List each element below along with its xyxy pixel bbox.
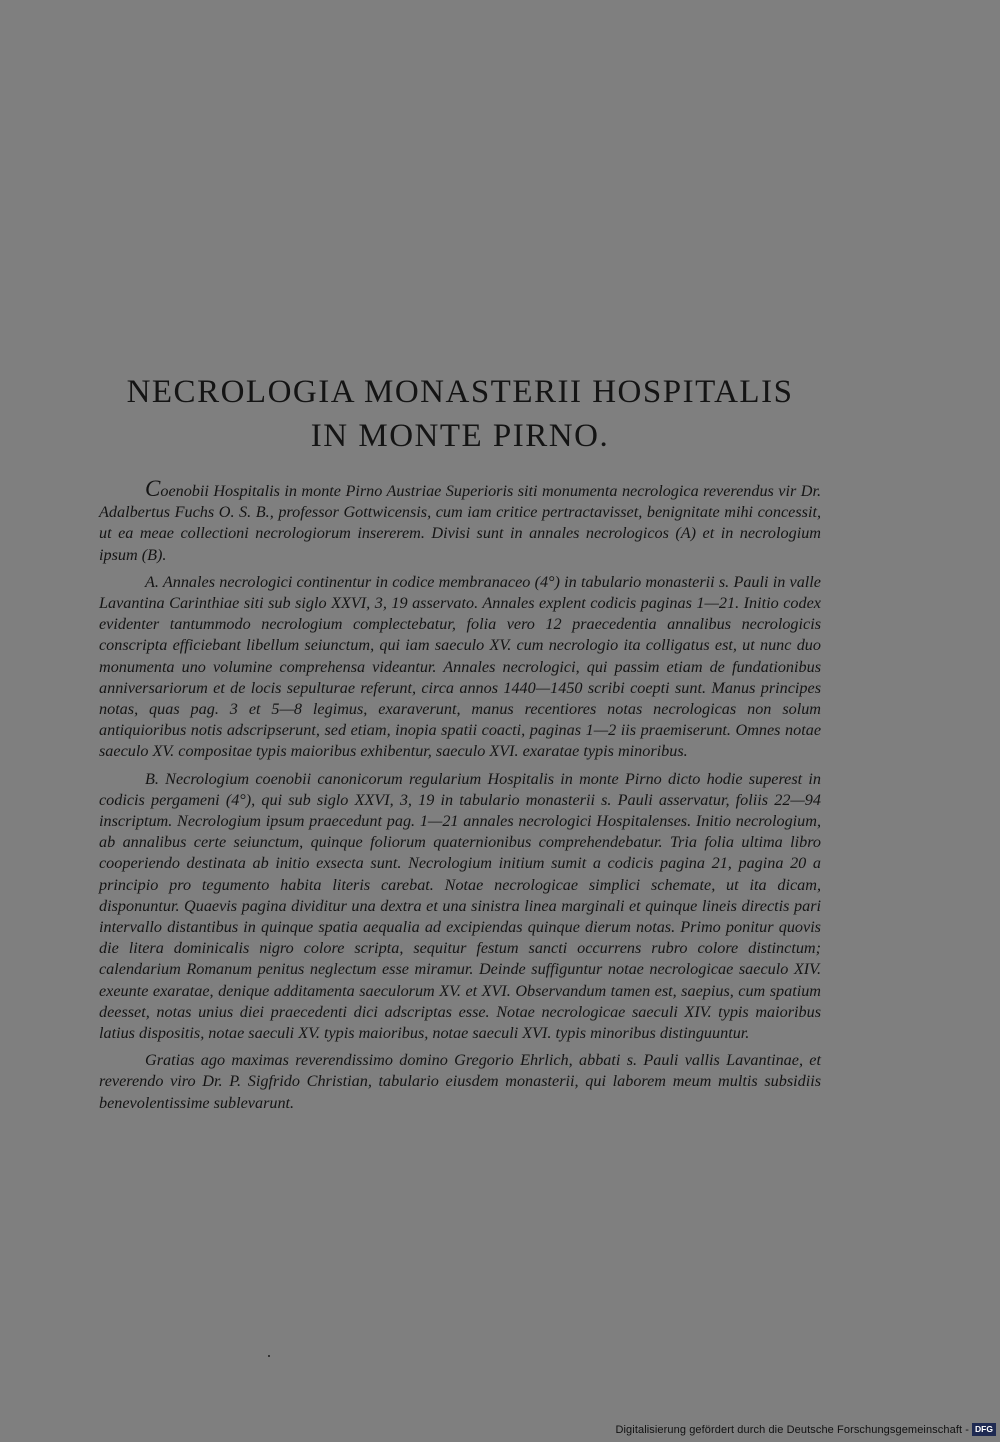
- paragraph-acknowledgement: Gratias ago maximas reverendissimo domino Gregorio Ehrlich, abbati s. Pauli vallis Lavantinae, et reverendo viro Dr. P. Sigfrido Christian, tabulario eiusdem monasterii, qui laborem meum multis subsidiis benevolentissime sublevarunt.: [99, 1051, 821, 1112]
- page-speck: [268, 1355, 270, 1357]
- title-line-2: IN MONTE PIRNO.: [310, 418, 610, 454]
- initial-letter: C: [145, 476, 161, 501]
- title-line-1: NECROLOGIA MONASTERII HOSPITALIS: [126, 374, 794, 410]
- paragraph-b: B. Necrologium coenobii canonicorum regularium Hospitalis in monte Pirno dicto hodie superest in codicis pergameni (4°), qui sub siglo XXVI, 3, 19 in tabulario monasterii s. Pauli asservatur, foliis 22—94 inscriptum. Necrologium ipsum praecedunt pag. 1—21 annales necrologici Hospitalenses. Initio necrologium, ab annalibus certe seiunctum, quinque foliorum quaternionibus comprehendebatur. Tria folia ultima libro cooperiendo destinata ab initio exsecta sunt. Necrologium initium sumit a codicis pagina 21, pagina 20 a principio pro tegumento habita literis carebat. Notae necrologicae simplici schemate, ut ita dicam, disponuntur. Quaevis pagina dividitur una dextra et una sinistra linea marginali et quinque lineis directis pari intervallo distantibus in quinque spatia aequalia ad excipiendas quinque dierum notas. Primo ponitur quovis die litera dominicalis nigro colore scripta, sequitur festum sancti occurrens rubro colore distinctum; calendarium Romanum penitus neglectum esse miramur. Deinde suffiguntur notae necrologicae saeculo XIV. exeunte exaratae, denique additamenta saeculorum XV. et XVI. Observandum tamen est, saepius, cum spatium deesset, notas unius diei praecedenti dici adscriptas esse. Notae necrologicae saeculi XIV. typis maioribus latius dispositis, notae saeculi XV. typis maioribus, notae saeculi XVI. typis minoribus distinguuntur.: [99, 769, 821, 1043]
- footer-text: Digitalisierung gefördert durch die Deutsche Forschungsgemeinschaft -: [615, 1423, 970, 1436]
- paragraph-a: A. Annales necrologici continentur in codice membranaceo (4°) in tabulario monasterii s. Pauli in valle Lavantina Carinthiae siti sub siglo XXVI, 3, 19 asservato. Annales explent codicis paginas 1—21. Initio codex evidenter tantummodo necrologium complectebatur, folia vero 12 praecedentia annalibus necrologicis conscripta efficiebant libellum seiunctum, qui iam saeculo XV. cum necrologio ita colligatus est, ut nunc duo monumenta uno volumine comprehensa videantur. Annales necrologici, qui passim etiam de fundationibus anniversariorum et de locis sepulturae referunt, circa annos 1440—1450 scribi coepti sunt. Manus principes notas, quas pag. 3 et 5—8 legimus, exaraverunt, manus recentiores notas necrologicas non solum antiquioribus notis adscripserunt, sed etiam, inopia spatii coacti, paginas 1—2 iis praemiserunt. Omnes notae saeculo XV. compositae typis maioribus exhibentur, saeculo XVI. exaratae typis minoribus.: [99, 572, 821, 761]
- paragraph-intro: [99, 478, 821, 566]
- footer: [615, 1423, 996, 1436]
- dfg-logo: DFG: [972, 1423, 996, 1436]
- body-text: [99, 478, 821, 1120]
- paragraph-intro-text: oenobii Hospitalis in monte Pirno Austriae Superioris siti monumenta necrologica reverendus vir Dr. Adalbertus Fuchs O. S. B., professor Gottwicensis, cum iam critice pertractavisset, benignitate mihi concessit, ut ea meae collectioni necrologiorum insererem. Divisi sunt in annales necrologicos (A) et in necrologium ipsum (B).: [99, 482, 821, 564]
